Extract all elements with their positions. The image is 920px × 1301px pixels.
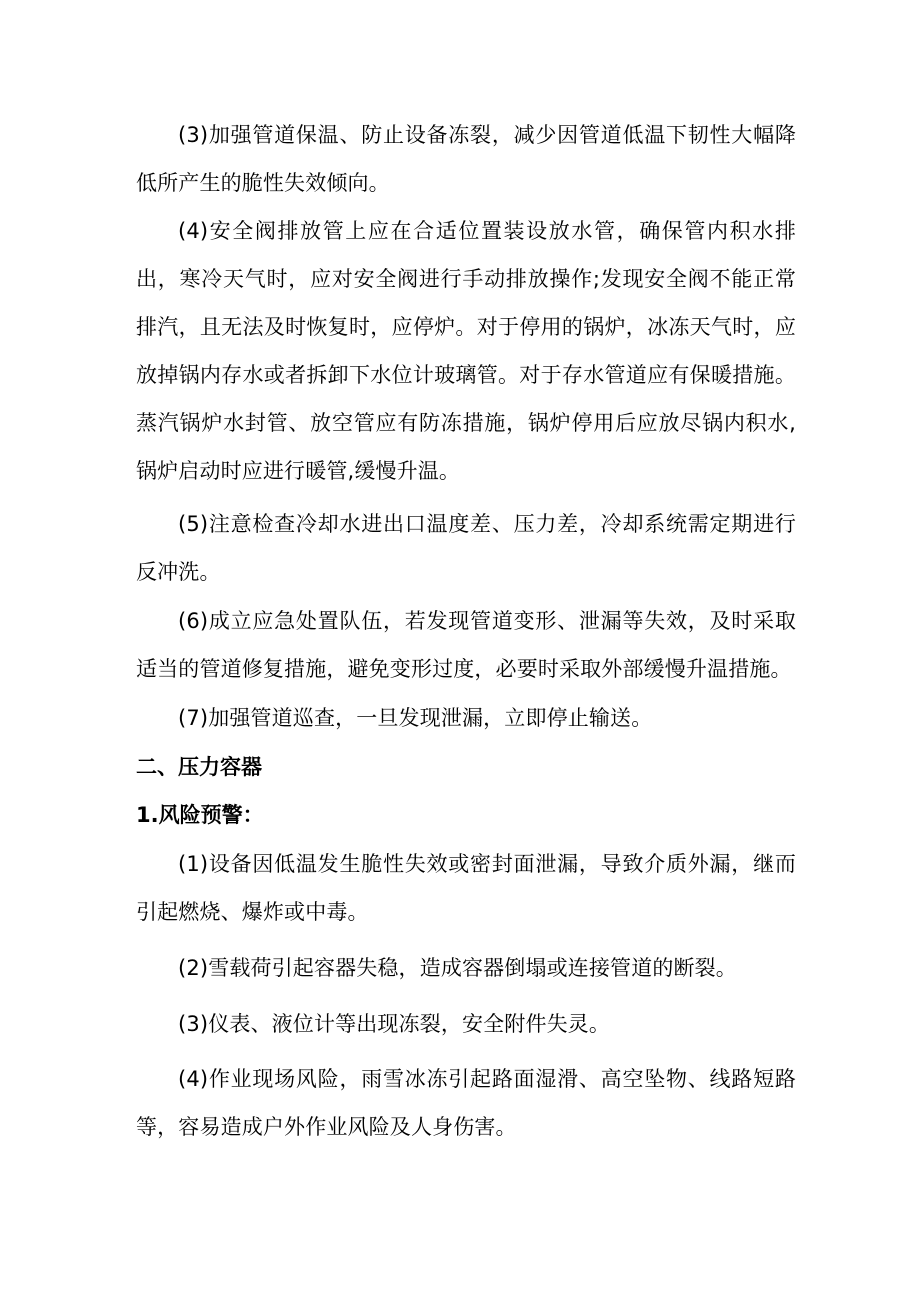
paragraph-4-site-risk: (4)作业现场风险，雨雪冰冻引起路面湿滑、高空坠物、线路短路等，容易造成户外作业风险及人身伤害。 xyxy=(136,1067,796,1139)
paragraph-4-safety-valve: (4)安全阀排放管上应在合适位置装设放水管，确保管内积水排出，寒冷天气时，应对安全阀进行手动排放操作;发现安全阀不能正常排汽，且无法及时恢复时，应停炉。对于停用的锅炉，冰冻天气时，应放掉锅内存水或者拆卸下水位计玻璃管。对于存水管道应有保暖措施。蒸汽锅炉水封管、放空管应有防冻措施，锅炉停用后应放尽锅内积水,锅炉启动时应进行暖管,缓慢升温。 xyxy=(136,219,796,483)
paragraph-2-snow-load: (2)雪载荷引起容器失稳，造成容器倒塌或连接管道的断裂。 xyxy=(178,956,737,980)
subsection-heading-risk-warning: 1.风险预警： xyxy=(136,803,264,827)
paragraph-1-brittle-failure: (1)设备因低温发生脆性失效或密封面泄漏，导致介质外漏，继而引起燃烧、爆炸或中毒。 xyxy=(136,852,796,924)
paragraph-6-emergency-team: (6)成立应急处置队伍，若发现管道变形、泄漏等失效，及时采取适当的管道修复措施，避免变形过度，必要时采取外部缓慢升温措施。 xyxy=(136,609,796,681)
paragraph-7-pipe-inspection: (7)加强管道巡查，一旦发现泄漏，立即停止输送。 xyxy=(178,706,653,730)
paragraph-3-pipe-insulation: (3)加强管道保温、防止设备冻裂，减少因管道低温下韧性大幅降低所产生的脆性失效倾向。 xyxy=(136,123,796,195)
paragraph-3-instrument-freeze: (3)仪表、液位计等出现冻裂，安全附件失灵。 xyxy=(178,1012,611,1036)
paragraph-5-cooling-water: (5)注意检查冷却水进出口温度差、压力差，冷却系统需定期进行反冲洗。 xyxy=(136,512,796,584)
section-heading-pressure-vessels: 二、压力容器 xyxy=(136,755,262,779)
